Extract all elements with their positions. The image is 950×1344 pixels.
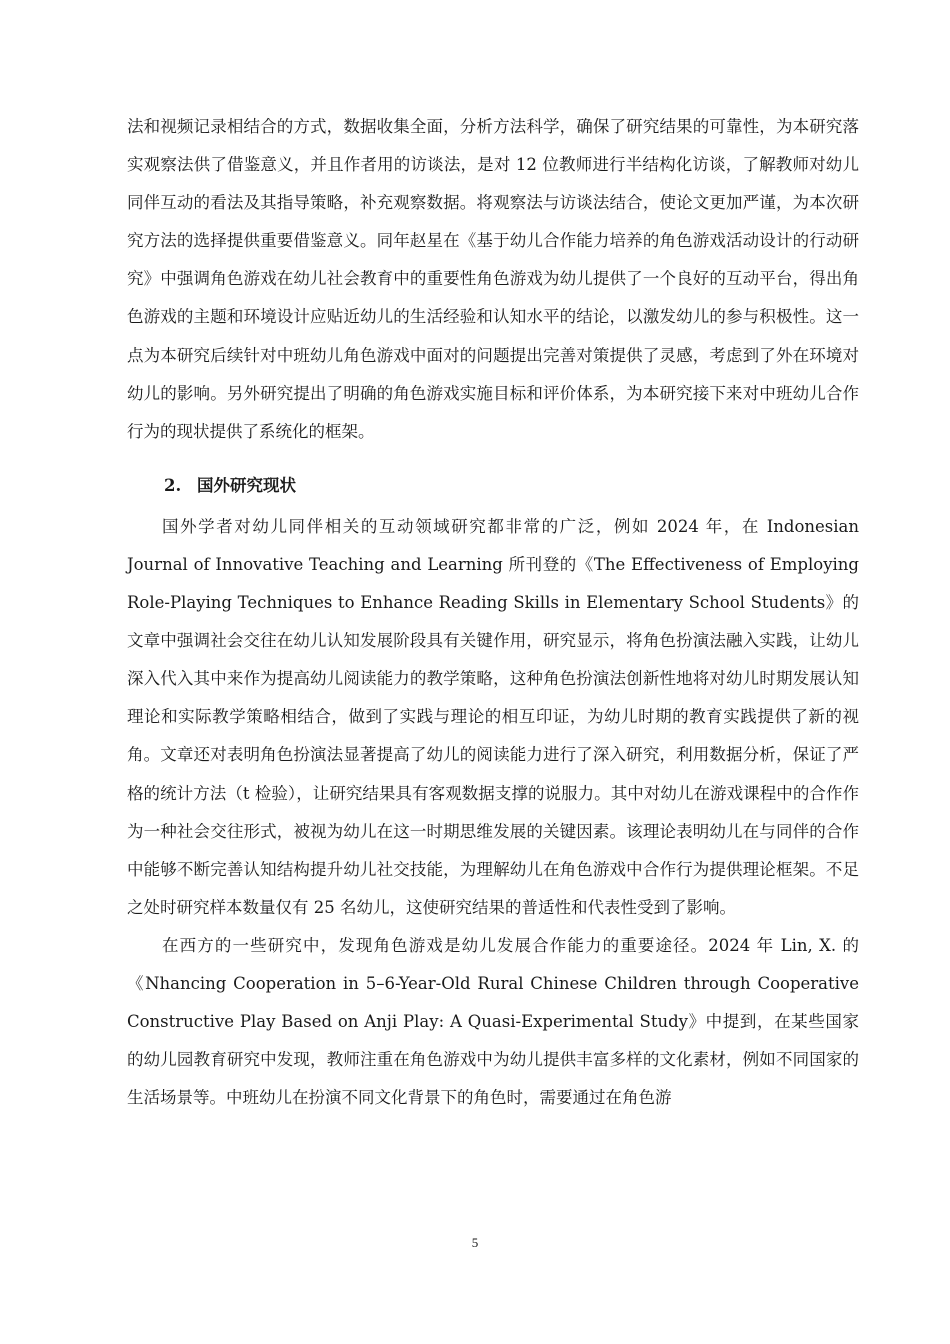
section-heading (127, 467, 859, 505)
document-body (127, 108, 859, 1117)
paragraph-western-research: 在西方的一些研究中，发现角色游戏是幼儿发展合作能力的重要途径。2024 年 Lin, X. 的《Nhancing Cooperation in 5–6-Year-Old Rural Chinese Children through Cooperative Constructive Play Based on Anji Play: A Quasi-Experimental Study》中提到，在某些国家的幼儿园教育研究中发现，教师注重在角色游戏中为幼儿提供丰富多样的文化素材，例如不同国家的生活场景等。中班幼儿在扮演不同文化背景下的角色时，需要通过在角色游 (127, 935, 859, 1108)
section-number: 2. (164, 475, 182, 495)
paragraph-continued: 法和视频记录相结合的方式，数据收集全面，分析方法科学，确保了研究结果的可靠性，为本研究落实观察法供了借鉴意义，并且作者用的访谈法，是对 12 位教师进行半结构化访谈，了解教师对幼儿同伴互动的看法及其指导策略，补充观察数据。将观察法与访谈法结合，使论文更加严谨，为本次研究方法的选择提供重要借鉴意义。同年赵星在《基于幼儿合作能力培养的角色游戏活动设计的行动研究》中强调角色游戏在幼儿社会教育中的重要性角色游戏为幼儿提供了一个良好的互动平台，得出角色游戏的主题和环境设计应贴近幼儿的生活经验和认知水平的结论，以激发幼儿的参与积极性。这一点为本研究后续针对中班幼儿角色游戏中面对的问题提出完善对策提供了灵感，考虑到了外在环境对幼儿的影响。另外研究提出了明确的角色游戏实施目标和评价体系，为本研究接下来对中班幼儿合作行为的现状提供了系统化的框架。 (127, 117, 859, 441)
page-number: 5 (471, 1235, 479, 1250)
section-title: 国外研究现状 (197, 475, 296, 495)
paragraph-foreign-research: 国外学者对幼儿同伴相关的互动领域研究都非常的广泛，例如 2024 年，在 Indonesian Journal of Innovative Teaching and Learning 所刊登的《The Effectiveness of Employing Role-Playing Techniques to Enhance Reading Skills in Elementary School Students》的文章中强调社会交往在幼儿认知发展阶段具有关键作用，研究显示，将角色扮演法融入实践，让幼儿深入代入其中来作为提高幼儿阅读能力的教学策略，这种角色扮演法创新性地将对幼儿时期发展认知理论和实际教学策略相结合，做到了实践与理论的相互印证，为幼儿时期的教育实践提供了新的视角。文章还对表明角色扮演法显著提高了幼儿的阅读能力进行了深入研究，利用数据分析，保证了严格的统计方法（t 检验），让研究结果具有客观数据支撑的说服力。其中对幼儿在游戏课程中的合作作为一种社会交往形式，被视为幼儿在这一时期思维发展的关键因素。该理论表明幼儿在与同伴的合作中能够不断完善认知结构提升幼儿社交技能，为理解幼儿在角色游戏中合作行为提供理论框架。不足之处时研究样本数量仅有 25 名幼儿，这使研究结果的普适性和代表性受到了影响。 (127, 516, 859, 917)
